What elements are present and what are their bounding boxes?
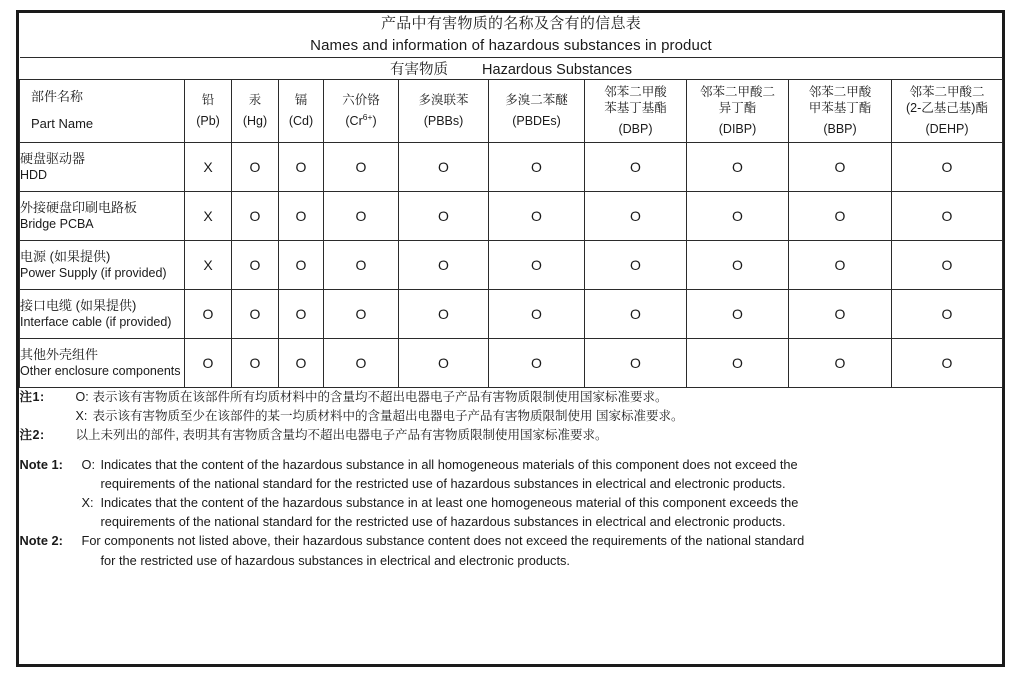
substance-abbr-cr6 <box>324 113 398 129</box>
cell-pcba-dibp: O <box>687 191 789 240</box>
note-en-3-body <box>82 531 1003 569</box>
cell-cable-dehp: O <box>892 289 1003 338</box>
note-en-1-label: Note 1: <box>19 456 63 472</box>
cell-pcba-pb: X <box>185 191 232 240</box>
note-cn-1-label: 注1: <box>19 389 45 404</box>
cell-other-pbdes: O <box>489 338 585 387</box>
note-chinese-2 <box>20 407 1003 426</box>
hazardous-substances-table <box>19 13 1003 570</box>
cell-other-pb: O <box>185 338 232 387</box>
substance-name-bbp-line2: 甲苯基丁酯 <box>808 101 872 116</box>
substance-name-dibp-line1: 邻苯二甲酸二 <box>699 85 775 100</box>
cell-hdd-pbbs: O <box>399 142 489 191</box>
note-en-3-label: Note 2: <box>19 533 63 549</box>
cell-pcba-bbp: O <box>789 191 892 240</box>
cell-hdd-dibp: O <box>687 142 789 191</box>
note-english-2 <box>20 493 1003 531</box>
note-cn-3-text: 以上未列出的部件, 表明其有害物质含量均不超出电器电子产品有害物质限制使用国家标准要求。 <box>75 428 608 443</box>
cell-pcba-cr6: O <box>324 191 399 240</box>
substance-abbr-dibp: (DIBP) <box>718 121 757 136</box>
column-header-pbdes <box>489 79 585 142</box>
substance-name-pbdes: 多溴二苯醚 <box>505 93 568 108</box>
cell-hdd-pbdes: O <box>489 142 585 191</box>
part-cell-other-enclosure <box>20 338 185 387</box>
notes-row <box>20 387 1003 570</box>
note-en-2-line1: Indicates that the content of the hazardous substance in at least one homogeneous material of this component exceeds the <box>100 495 799 510</box>
notes-english <box>20 455 1003 570</box>
part-cell-chinese: 外接硬盘印刷电路板 <box>20 199 138 215</box>
cell-hdd-cd: O <box>279 142 324 191</box>
part-name-chinese: 部件名称 <box>31 88 84 104</box>
part-cell-interface-cable <box>20 289 185 338</box>
column-header-dbp <box>585 79 687 142</box>
note-en-3-line1: For components not listed above, their hazardous substance content does not exceed the requirements of the national standard <box>81 533 805 549</box>
cell-other-dehp: O <box>892 338 1003 387</box>
cell-psu-dehp: O <box>892 240 1003 289</box>
part-cell-chinese: 硬盘驱动器 <box>20 150 86 166</box>
substance-name-dehp-line1: 邻苯二甲酸二 <box>909 85 985 100</box>
note-cn-2-mark: X: <box>75 408 88 423</box>
note-cn-3-body <box>76 426 1003 445</box>
note-english-1 <box>20 455 1003 493</box>
band-label-chinese: 有害物质 <box>390 61 449 78</box>
cell-cable-dibp: O <box>687 289 789 338</box>
note-en-1-mark: O: <box>81 456 96 472</box>
substance-name-cd: 镉 <box>294 93 308 108</box>
substance-abbr-pbdes: (PBDEs) <box>512 113 561 128</box>
note-en-2-line2: requirements of the national standard for the restricted use of hazardous substances in electrical and electronic products. <box>100 514 786 530</box>
substance-abbr-hg: (Hg) <box>242 113 268 128</box>
cell-cable-pbbs: O <box>399 289 489 338</box>
column-header-hg <box>232 79 279 142</box>
part-cell-chinese: 其他外壳组件 <box>20 346 99 362</box>
cell-pcba-dbp: O <box>585 191 687 240</box>
part-cell-english: Other enclosure components <box>20 363 181 378</box>
rohs-table-sheet <box>16 10 1005 667</box>
cell-cable-cr6: O <box>324 289 399 338</box>
cell-hdd-cr6: O <box>324 142 399 191</box>
cell-pcba-pbdes: O <box>489 191 585 240</box>
substance-abbr-bbp: (BBP) <box>823 121 857 136</box>
table-row <box>20 338 1003 387</box>
column-header-part-name <box>20 79 185 142</box>
cell-cable-cd: O <box>279 289 324 338</box>
note-cn-3-label: 注2: <box>19 428 45 443</box>
substance-name-dbp-line2: 苯基丁基酯 <box>604 101 667 116</box>
title-chinese: 产品中有害物质的名称及含有的信息表 <box>380 15 642 32</box>
part-cell-hdd <box>20 142 185 191</box>
substance-name-cr6: 六价铬 <box>342 93 380 108</box>
table-row <box>20 289 1003 338</box>
cell-cable-bbp: O <box>789 289 892 338</box>
column-header-bbp <box>789 79 892 142</box>
part-cell-english: Interface cable (if provided) <box>20 314 172 329</box>
cell-other-dibp: O <box>687 338 789 387</box>
cell-pcba-cd: O <box>279 191 324 240</box>
part-name-english: Part Name <box>31 115 94 131</box>
cr6-abbr-tail: ) <box>372 113 377 128</box>
note-cn-2-body <box>76 407 1003 426</box>
substance-name-bbp-line1: 邻苯二甲酸 <box>808 85 872 100</box>
cell-psu-pbbs: O <box>399 240 489 289</box>
substance-abbr-cd: (Cd) <box>288 113 314 128</box>
cell-other-cr6: O <box>324 338 399 387</box>
cell-cable-pbdes: O <box>489 289 585 338</box>
cell-other-bbp: O <box>789 338 892 387</box>
note-chinese-3 <box>20 426 1003 445</box>
column-header-dehp <box>892 79 1003 142</box>
cell-other-pbbs: O <box>399 338 489 387</box>
substance-name-hg: 汞 <box>248 93 262 108</box>
cell-psu-hg: O <box>232 240 279 289</box>
cell-cable-hg: O <box>232 289 279 338</box>
note-cn-2-text: 表示该有害物质至少在该部件的某一均质材料中的含量超出电器电子产品有害物质限制使用 国家标准要求。 <box>92 408 684 423</box>
cell-psu-cr6: O <box>324 240 399 289</box>
note-en-1-line2: requirements of the national standard for the restricted use of hazardous substances in electrical and electronic products. <box>100 475 786 491</box>
cell-psu-pb: X <box>185 240 232 289</box>
title-row <box>20 13 1003 57</box>
notes-cell <box>20 387 1003 570</box>
column-header-dibp <box>687 79 789 142</box>
part-cell-english: Bridge PCBA <box>20 216 94 231</box>
part-cell-chinese: 电源 (如果提供) <box>20 248 111 264</box>
cell-psu-cd: O <box>279 240 324 289</box>
cell-other-dbp: O <box>585 338 687 387</box>
cell-pcba-hg: O <box>232 191 279 240</box>
substances-band-row <box>20 57 1003 79</box>
cell-psu-bbp: O <box>789 240 892 289</box>
cell-cable-dbp: O <box>585 289 687 338</box>
cell-psu-dbp: O <box>585 240 687 289</box>
note-en-1-line1: Indicates that the content of the hazardous substance in all homogeneous materials of this component does not exceed the <box>100 456 798 472</box>
note-chinese-1 <box>20 388 1003 407</box>
column-header-row <box>20 79 1003 142</box>
cell-other-hg: O <box>232 338 279 387</box>
note-en-1-body <box>82 455 1003 493</box>
cell-psu-dibp: O <box>687 240 789 289</box>
part-cell-power-supply <box>20 240 185 289</box>
table-row <box>20 240 1003 289</box>
cell-pcba-dehp: O <box>892 191 1003 240</box>
part-cell-english: HDD <box>20 167 48 182</box>
part-cell-bridge-pcba <box>20 191 185 240</box>
table-row <box>20 191 1003 240</box>
cell-psu-pbdes: O <box>489 240 585 289</box>
note-en-2-body <box>82 493 1003 531</box>
band-label-english: Hazardous Substances <box>482 61 632 78</box>
substance-name-pbbs: 多溴联苯 <box>418 93 469 108</box>
column-header-pbbs <box>399 79 489 142</box>
note-cn-1-text: 表示该有害物质在该部件所有均质材料中的含量均不超出电器电子产品有害物质限制使用国家标准要求。 <box>92 389 668 404</box>
cr6-abbr-base: (Cr <box>345 113 363 128</box>
note-english-3 <box>20 531 1003 569</box>
note-en-2-mark: X: <box>81 495 94 510</box>
note-en-3-line2: for the restricted use of hazardous substances in electrical and electronic products. <box>100 552 570 568</box>
substance-name-dibp-line2: 异丁酯 <box>718 101 757 116</box>
column-header-cd <box>279 79 324 142</box>
note-cn-1-body <box>76 388 1003 407</box>
substance-abbr-pb: (Pb) <box>196 113 220 128</box>
column-header-pb <box>185 79 232 142</box>
cell-hdd-dbp: O <box>585 142 687 191</box>
cell-hdd-bbp: O <box>789 142 892 191</box>
substance-abbr-pbbs: (PBBs) <box>423 113 464 128</box>
title-english: Names and information of hazardous substances in product <box>310 36 712 54</box>
cell-hdd-hg: O <box>232 142 279 191</box>
cr6-abbr-superscript: 6+ <box>362 111 373 122</box>
cell-other-cd: O <box>279 338 324 387</box>
substance-abbr-dehp: (DEHP) <box>925 121 969 136</box>
note-cn-1-mark: O: <box>75 389 89 404</box>
substance-name-dbp-line1: 邻苯二甲酸 <box>604 85 667 100</box>
cell-pcba-pbbs: O <box>399 191 489 240</box>
cell-hdd-dehp: O <box>892 142 1003 191</box>
part-cell-chinese: 接口电缆 (如果提供) <box>20 297 137 313</box>
substances-band <box>20 57 1003 79</box>
substance-name-pb: 铅 <box>201 93 215 108</box>
substance-name-dehp-line2: (2-乙基己基)酯 <box>906 101 988 116</box>
part-cell-english: Power Supply (if provided) <box>20 265 167 280</box>
substance-abbr-dbp: (DBP) <box>618 121 653 136</box>
column-header-cr6 <box>324 79 399 142</box>
table-title <box>20 13 1003 57</box>
cell-cable-pb: O <box>185 289 232 338</box>
table-row <box>20 142 1003 191</box>
cell-hdd-pb: X <box>185 142 232 191</box>
